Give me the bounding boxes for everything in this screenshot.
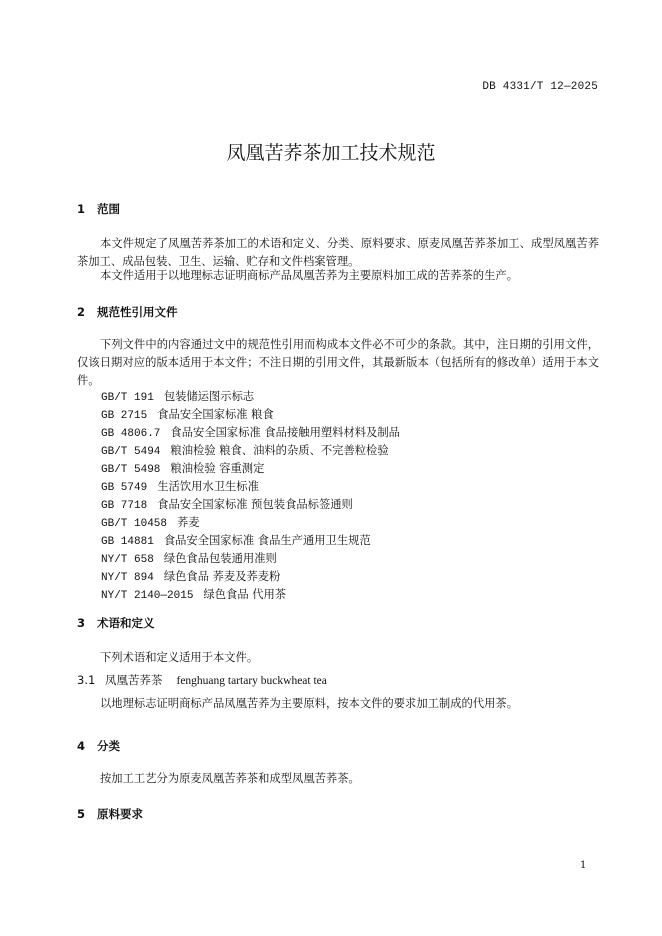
reference-code: GB/T 5494 xyxy=(101,446,161,458)
section-4-number: 4 xyxy=(77,739,86,753)
section-3-title: 术语和定义 xyxy=(97,616,155,630)
reference-item xyxy=(101,586,400,604)
document-title: 凤凰苦荞茶加工技术规范 xyxy=(226,142,436,164)
reference-name: 绿色食品 代用茶 xyxy=(203,588,287,601)
reference-code: GB 7718 xyxy=(101,500,148,512)
reference-name: 生活饮用水卫生标准 xyxy=(157,480,259,493)
reference-item xyxy=(101,532,400,550)
reference-item xyxy=(101,514,400,532)
reference-code: NY/T 2140—2015 xyxy=(101,590,194,602)
reference-item xyxy=(101,550,400,568)
reference-code: GB 2715 xyxy=(101,410,148,422)
section-2-title: 规范性引用文件 xyxy=(97,305,178,319)
section-1-title: 范围 xyxy=(97,202,120,216)
term-definition: 以地理标志证明商标产品凤凰苦荞为主要原料，按本文件的要求加工制成的代用茶。 xyxy=(100,697,518,710)
section-2-heading xyxy=(77,304,178,320)
section-5-heading xyxy=(77,806,143,822)
term-english: fenghuang tartary buckwheat tea xyxy=(176,675,327,687)
document-code: DB 4331/T 12—2025 xyxy=(482,81,598,93)
reference-item xyxy=(101,442,400,460)
reference-name: 绿色食品 荞麦及荞麦粉 xyxy=(163,570,281,583)
reference-item xyxy=(101,496,400,514)
reference-name: 粮油检验 容重测定 xyxy=(170,462,265,475)
reference-name: 粮油检验 粮食、油料的杂质、不完善粒检验 xyxy=(170,444,389,457)
section-2-intro: 下列文件中的内容通过文中的规范性引用而构成本文件必不可少的条款。其中，注日期的引用文件，仅该日期对应的版本适用于本文件；不注日期的引用文件，其最新版本（包括所有的修改单）适用于本文件。 xyxy=(77,338,599,387)
reference-code: GB/T 191 xyxy=(101,392,154,404)
reference-name: 食品安全国家标准 食品接触用塑料材料及制品 xyxy=(170,426,400,439)
reference-name: 食品安全国家标准 食品生产通用卫生规范 xyxy=(163,534,371,547)
reference-code: GB/T 10458 xyxy=(101,518,168,530)
reference-list xyxy=(101,388,400,604)
page-number: 1 xyxy=(580,860,587,871)
reference-name: 荞麦 xyxy=(177,516,200,529)
reference-code: GB/T 5498 xyxy=(101,464,161,476)
reference-code: GB 5749 xyxy=(101,482,148,494)
reference-name: 绿色食品包装通用准则 xyxy=(163,552,277,565)
reference-code: NY/T 658 xyxy=(101,554,154,566)
section-2-number: 2 xyxy=(77,305,86,319)
reference-code: NY/T 894 xyxy=(101,572,154,584)
section-5-number: 5 xyxy=(77,807,86,821)
reference-code: GB 14881 xyxy=(101,536,154,548)
section-1-heading xyxy=(77,201,120,217)
term-number: 3.1 xyxy=(77,673,96,687)
term-3-1-heading xyxy=(77,672,327,688)
reference-item xyxy=(101,568,400,586)
section-1-number: 1 xyxy=(77,202,86,216)
section-3-heading xyxy=(77,615,155,631)
section-5-title: 原料要求 xyxy=(97,807,143,821)
section-4-title: 分类 xyxy=(97,739,120,753)
section-3-number: 3 xyxy=(77,616,86,630)
reference-item xyxy=(101,388,400,406)
reference-name: 包装储运图示标志 xyxy=(163,390,255,403)
section-4-heading xyxy=(77,738,120,754)
section-4-text: 按加工工艺分为原麦凤凰苦荞茶和成型凤凰苦荞茶。 xyxy=(100,772,360,785)
reference-item xyxy=(101,424,400,442)
reference-code: GB 4806.7 xyxy=(101,428,161,440)
reference-item xyxy=(101,478,400,496)
reference-name: 食品安全国家标准 粮食 xyxy=(157,408,274,421)
term-name: 凤凰苦荞茶 xyxy=(105,673,163,687)
reference-name: 食品安全国家标准 预包装食品标签通则 xyxy=(157,498,353,511)
reference-item xyxy=(101,460,400,478)
section-3-intro: 下列术语和定义适用于本文件。 xyxy=(100,651,259,664)
section-1-paragraph-1: 本文件规定了凤凰苦荞茶加工的术语和定义、分类、原料要求、原麦凤凰苦荞茶加工、成型凤凰苦荞茶加工、成品包装、卫生、运输、贮存和文件档案管理。 xyxy=(77,237,599,268)
section-1-paragraph-2: 本文件适用于以地理标志证明商标产品凤凰苦荞为主要原料加工成的苦荞茶的生产。 xyxy=(100,269,518,282)
reference-item xyxy=(101,406,400,424)
